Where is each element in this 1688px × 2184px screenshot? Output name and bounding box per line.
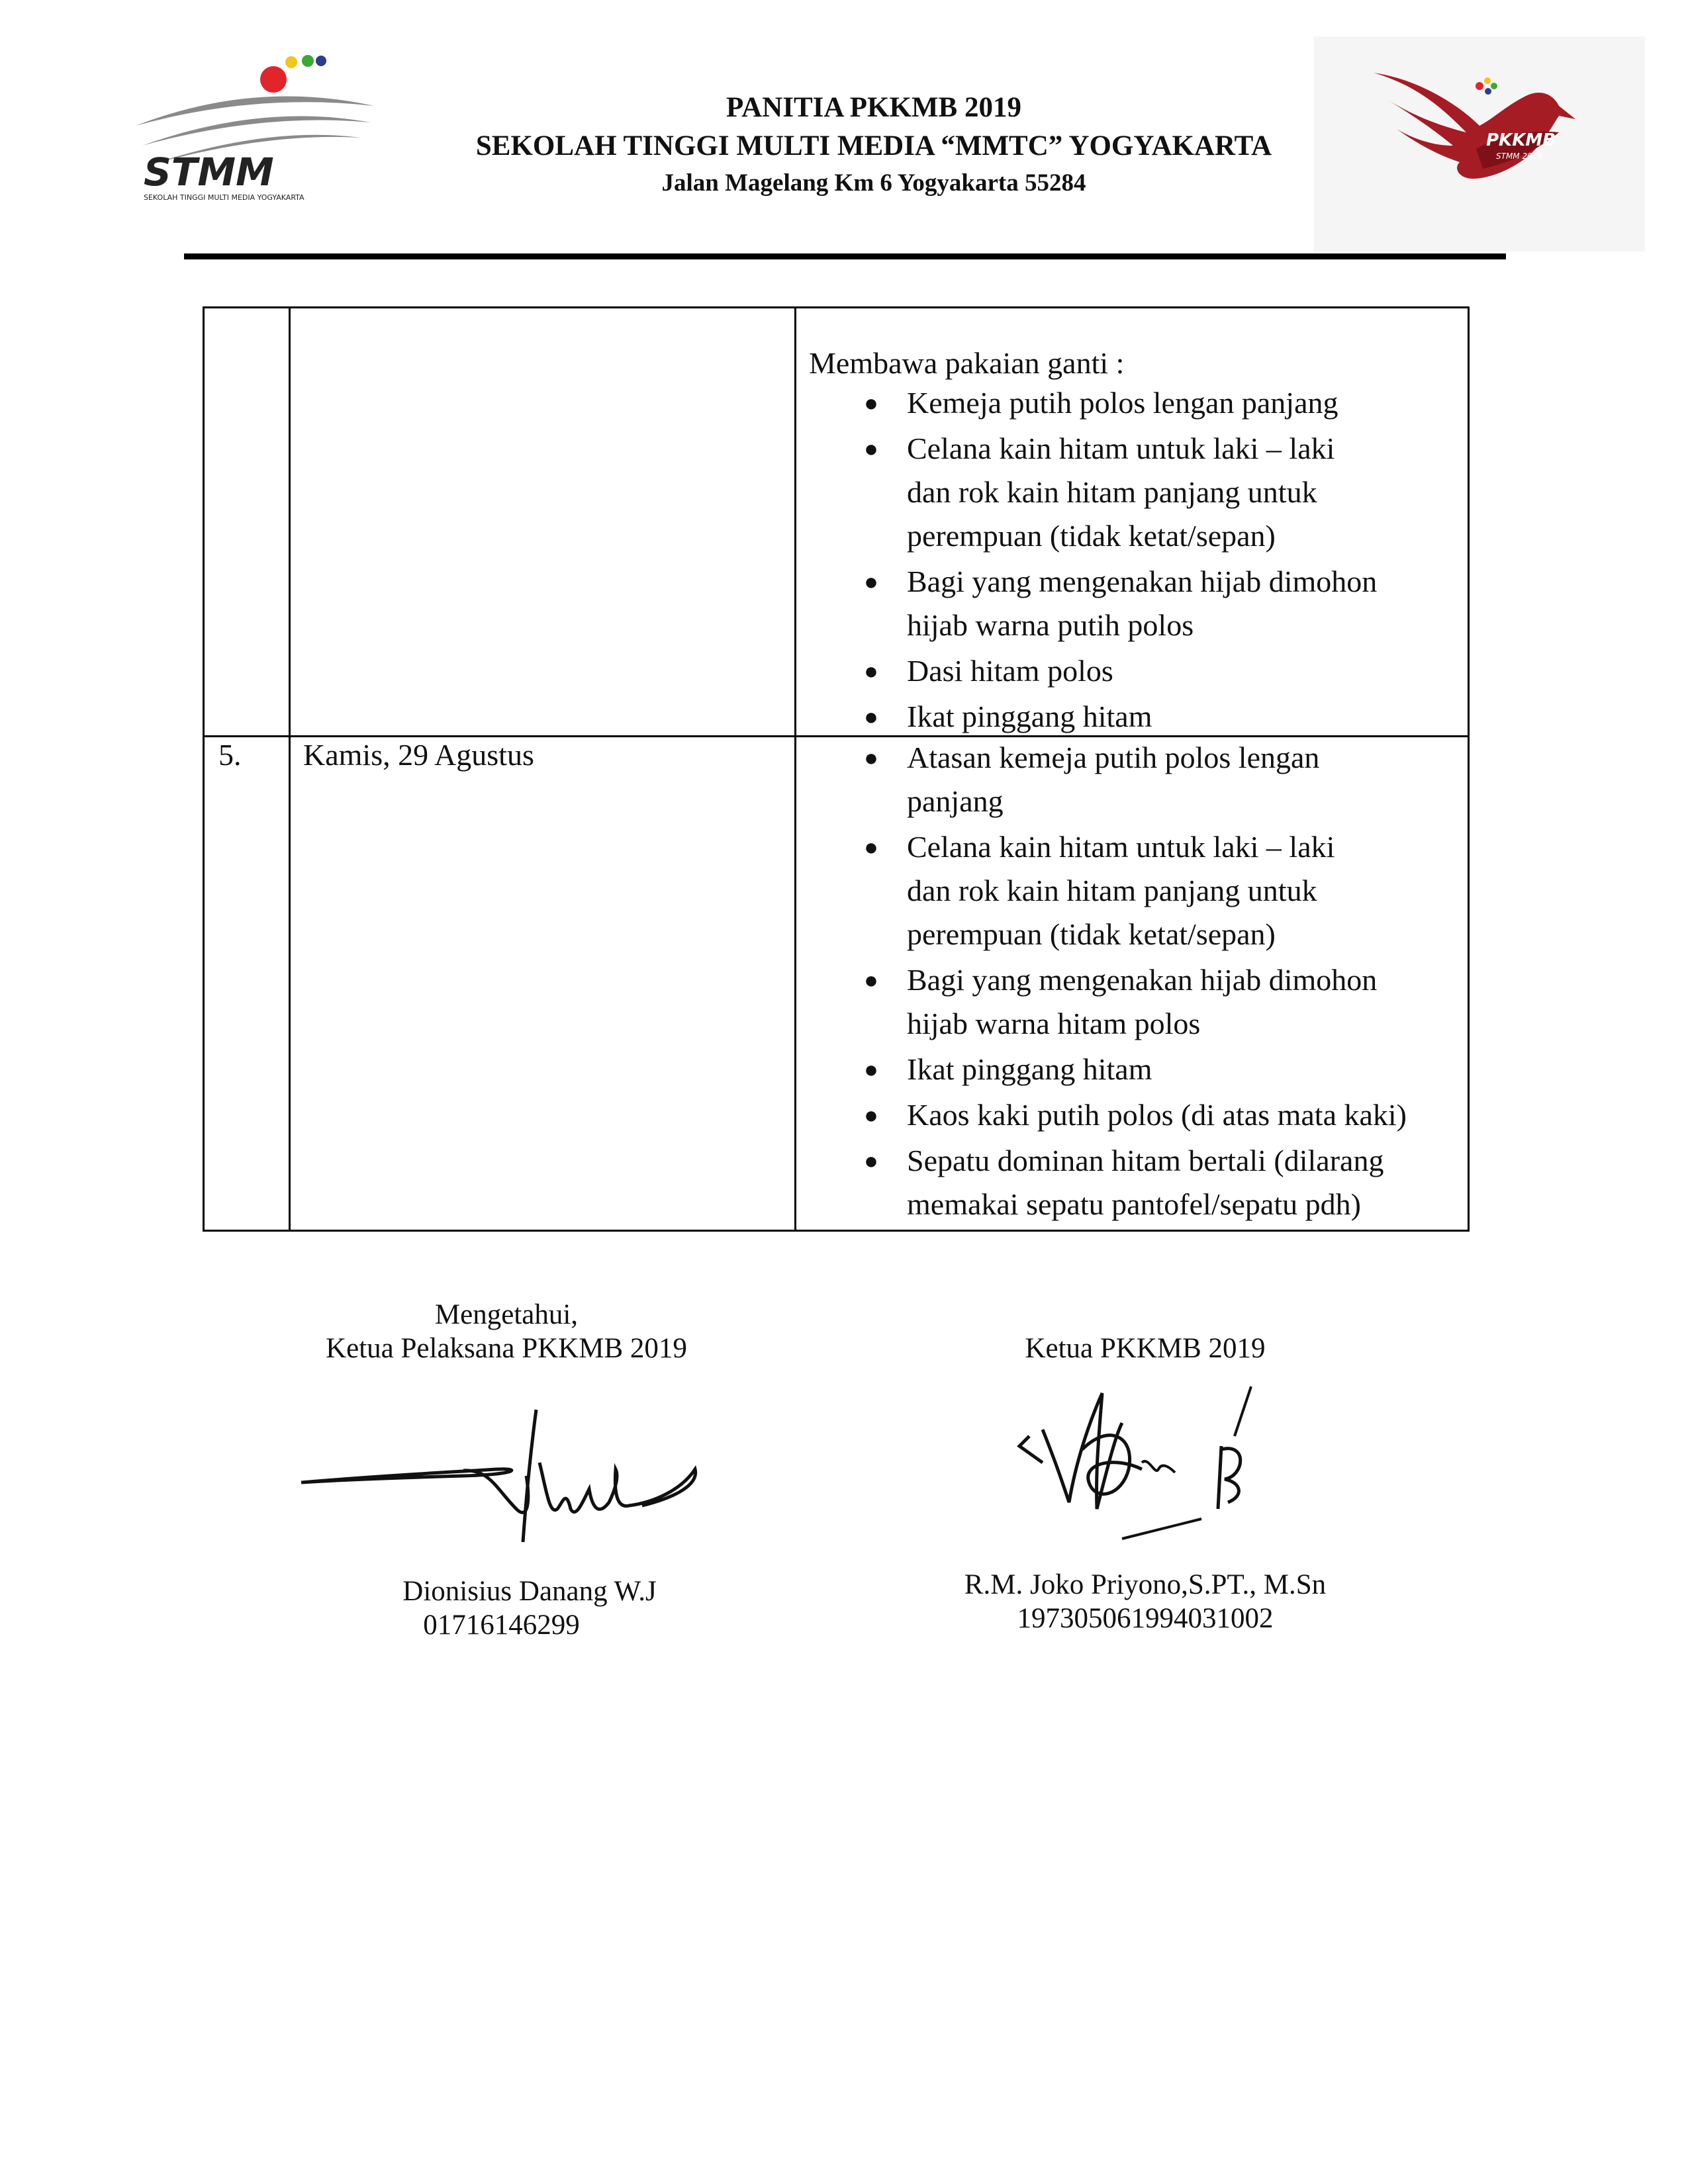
bullet-icon: ● [864, 658, 878, 684]
continued-row-item-line: Bagi yang mengenakan hijab dimohon [907, 565, 1378, 598]
continued-row-item [856, 649, 1452, 693]
header-address: Jalan Magelang Km 6 Yogyakarta 55284 [661, 169, 1086, 197]
column-divider [794, 308, 796, 1230]
continued-row-item-line: Celana kain hitam untuk laki – laki [907, 432, 1335, 465]
row5-item-line: Atasan kemeja putih polos lengan [907, 741, 1320, 774]
stmm-logo-subtext: SEKOLAH TINGGI MULTI MEDIA YOGYAKARTA [144, 193, 305, 202]
row5-item [856, 1048, 1452, 1091]
sig-right-id: 197305061994031002 [1017, 1603, 1274, 1634]
continued-row-item-line: Kemeja putih polos lengan panjang [907, 386, 1338, 420]
continued-row-item [856, 381, 1452, 425]
row5-item [856, 1139, 1452, 1226]
continued-row-item [856, 427, 1452, 558]
pkkmb-eagle-logo [1360, 53, 1599, 205]
sig-left-signature [298, 1396, 715, 1549]
continued-row-item-line: dan rok kain hitam panjang untuk [907, 475, 1317, 509]
continued-row-item-line: Ikat pinggang hitam [907, 700, 1152, 733]
stmm-logo [129, 46, 381, 205]
sig-right-name: R.M. Joko Priyono,S.PT., M.Sn [964, 1569, 1327, 1600]
bullet-icon: ● [864, 569, 878, 595]
sig-right-role: Ketua PKKMB 2019 [1025, 1333, 1266, 1364]
continued-row-item-line: hijab warna putih polos [907, 608, 1194, 642]
bullet-icon: ● [864, 704, 878, 730]
row5-item [856, 825, 1452, 956]
pkkmb-logo-subtext: STMM 2019 [1496, 152, 1543, 161]
row5-item-line: perempuan (tidak ketat/sepan) [907, 917, 1276, 951]
row5-item [856, 1093, 1452, 1137]
row5-item-line: Kaos kaki putih polos (di atas mata kaki) [907, 1098, 1407, 1132]
stmm-logo-text: STMM [144, 150, 274, 195]
row5-item-line: memakai sepatu pantofel/sepatu pdh) [907, 1187, 1361, 1221]
sig-left-id: 01716146299 [423, 1610, 580, 1641]
pkkmb-logo-text: PKKMB [1486, 130, 1556, 150]
sig-left-heading: Mengetahui, [434, 1299, 579, 1330]
continued-row-item-line: Dasi hitam polos [907, 654, 1113, 688]
bullet-icon: ● [864, 1148, 878, 1174]
bullet-icon: ● [864, 967, 878, 993]
row5-item-line: dan rok kain hitam panjang untuk [907, 874, 1317, 907]
column-divider [289, 308, 291, 1230]
bullet-icon: ● [864, 1102, 878, 1128]
row5-item-line: hijab warna hitam polos [907, 1007, 1201, 1040]
sig-right-signature [1016, 1383, 1301, 1569]
continued-row-item [856, 560, 1452, 647]
row5-item [856, 736, 1452, 823]
row5-item [856, 958, 1452, 1046]
bullet-icon: ● [864, 435, 878, 462]
bullet-icon: ● [864, 390, 878, 416]
row5-item-line: Sepatu dominan hitam bertali (dilarang [907, 1144, 1384, 1177]
continued-row-item-line: perempuan (tidak ketat/sepan) [907, 519, 1276, 553]
row5-item-line: panjang [907, 784, 1004, 818]
continued-row-item [856, 695, 1452, 739]
row5-date: Kamis, 29 Agustus [303, 738, 534, 772]
row5-list [856, 736, 1452, 1228]
row5-item-line: Celana kain hitam untuk laki – laki [907, 830, 1335, 864]
continued-row-intro: Membawa pakaian ganti : [809, 346, 1125, 380]
row5-item-line: Bagi yang mengenakan hijab dimohon [907, 963, 1378, 997]
sig-left-name: Dionisius Danang W.J [402, 1576, 657, 1607]
continued-row-list [856, 381, 1452, 741]
bullet-icon: ● [864, 834, 878, 860]
bullet-icon: ● [864, 1056, 878, 1083]
row5-number: 5. [218, 738, 242, 772]
header-institution: SEKOLAH TINGGI MULTI MEDIA “MMTC” YOGYAKARTA [475, 130, 1272, 161]
bullet-icon: ● [864, 745, 878, 771]
sig-left-role: Ketua Pelaksana PKKMB 2019 [326, 1333, 687, 1364]
row5-item-line: Ikat pinggang hitam [907, 1052, 1152, 1086]
header-title: PANITIA PKKMB 2019 [726, 92, 1021, 123]
header-divider [184, 253, 1506, 259]
